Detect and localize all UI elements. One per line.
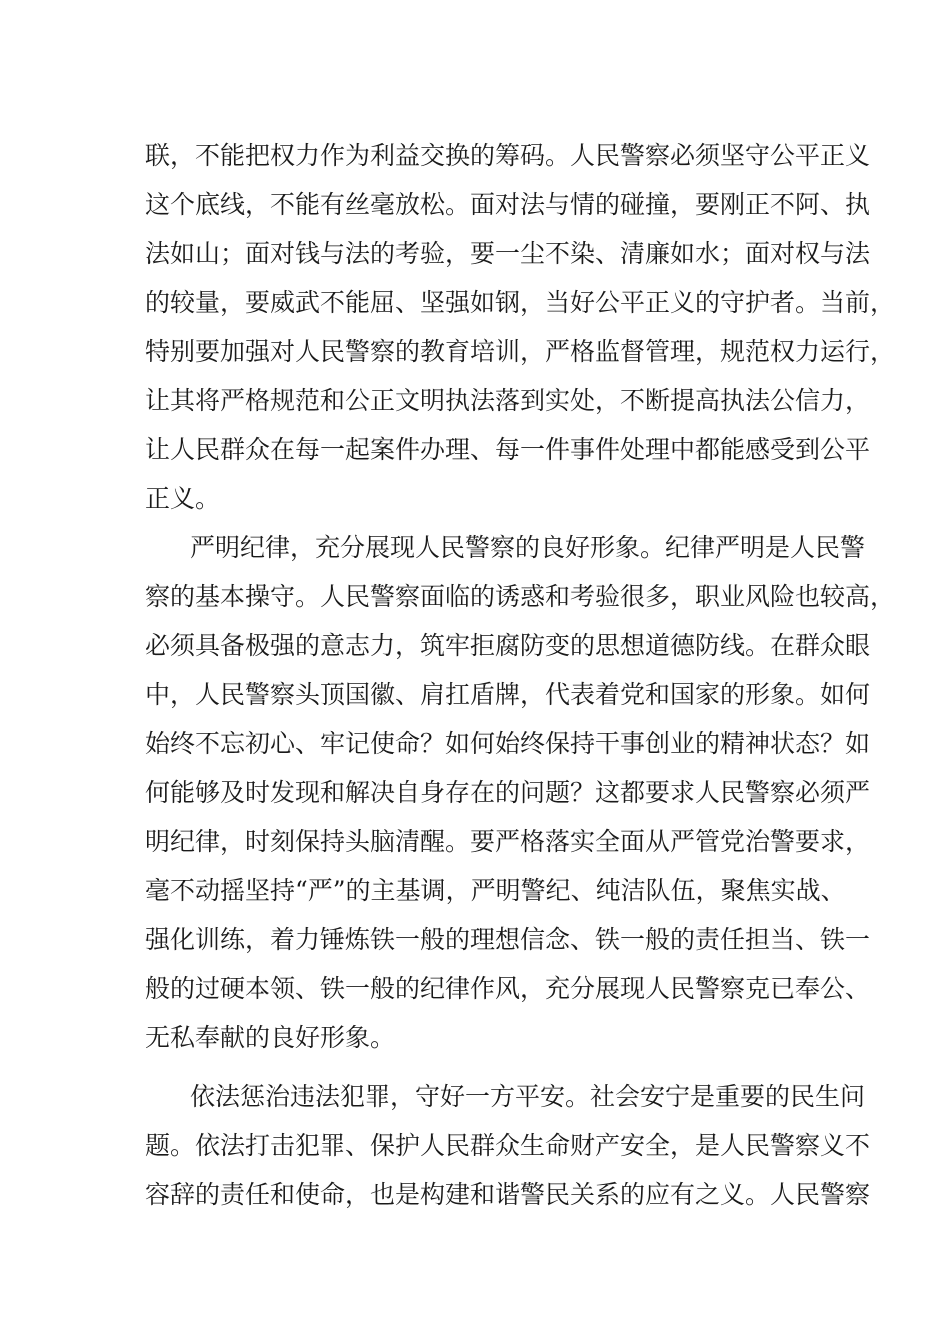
text-line: 中，人民警察头顶国徽、肩扛盾牌，代表着党和国家的形象。如何 [145, 680, 871, 709]
text-line: 的较量，要威武不能屈、坚强如钢，当好公平正义的守护者。当前， [145, 288, 896, 317]
text-line: 联，不能把权力作为利益交换的筹码。人民警察必须坚守公平正义 [145, 141, 871, 170]
text-line: 严明纪律，充分展现人民警察的良好形象。纪律严明是人民警 [190, 533, 866, 562]
text-line: 明纪律，时刻保持头脑清醒。要严格落实全面从严管党治警要求， [145, 827, 871, 856]
text-line: 正义。 [145, 484, 221, 513]
text-line: 容辞的责任和使命，也是构建和谐警民关系的应有之义。人民警察 [145, 1180, 871, 1209]
text-line: 必须具备极强的意志力，筑牢拒腐防变的思想道德防线。在群众眼 [145, 631, 871, 660]
text-line: 特别要加强对人民警察的教育培训，严格监督管理，规范权力运行， [145, 337, 896, 366]
text-line: 强化训练，着力锤炼铁一般的理想信念、铁一般的责任担当、铁一 [145, 925, 871, 954]
text-line: 无私奉献的良好形象。 [145, 1023, 396, 1052]
text-line: 让人民群众在每一起案件办理、每一件事件处理中都能感受到公平 [145, 435, 871, 464]
text-line: 般的过硬本领、铁一般的纪律作风，充分展现人民警察克已奉公、 [145, 974, 871, 1003]
text-line: 让其将严格规范和公正文明执法落到实处，不断提高执法公信力， [145, 386, 871, 415]
text-line: 何能够及时发现和解决自身存在的问题？这都要求人民警察必须严 [145, 778, 871, 807]
text-line: 察的基本操守。人民警察面临的诱惑和考验很多，职业风险也较高， [145, 582, 896, 611]
text-line: 法如山；面对钱与法的考验，要一尘不染、清廉如水；面对权与法 [145, 239, 871, 268]
text-line: 题。依法打击犯罪、保护人民群众生命财产安全，是人民警察义不 [145, 1131, 871, 1160]
text-line: 毫不动摇坚持“严”的主基调，严明警纪、纯洁队伍，聚焦实战、 [145, 876, 846, 905]
text-line: 这个底线，不能有丝毫放松。面对法与情的碰撞，要刚正不阿、执 [145, 190, 871, 219]
text-line: 依法惩治违法犯罪，守好一方平安。社会安宁是重要的民生问 [190, 1082, 866, 1111]
text-line: 始终不忘初心、牢记使命？如何始终保持干事创业的精神状态？如 [145, 729, 871, 758]
